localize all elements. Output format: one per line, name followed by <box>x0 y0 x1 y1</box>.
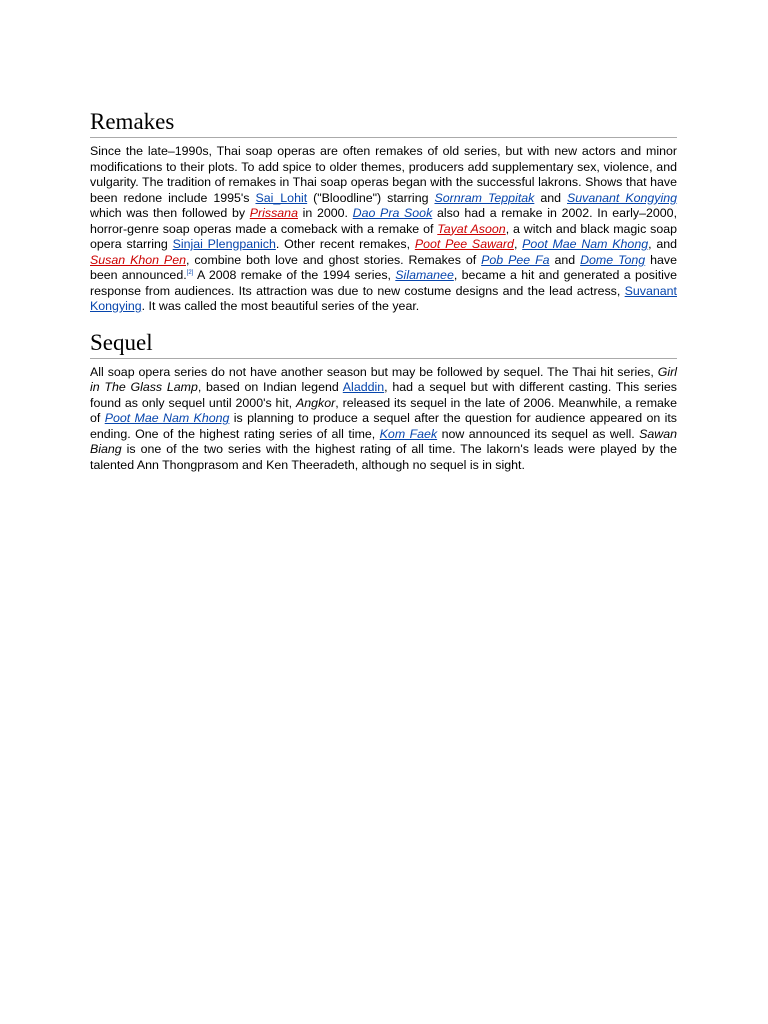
link-poot-mae-nam-khong-2[interactable]: Poot Mae Nam Khong <box>104 411 230 425</box>
text: , became a hit and generated a positive response from audiences. Its attraction was due to new costume designs and the lead actress, <box>90 268 677 298</box>
link-prissana[interactable]: Prissana <box>249 206 298 220</box>
text: , and <box>648 237 678 251</box>
text: and <box>534 190 568 205</box>
link-suvanant-kongying[interactable]: Suvanant Kongying <box>567 190 678 205</box>
text: is planning to produce a sequel after the question for audience appeared on its ending. One of the highest rating series of all time, <box>90 411 677 441</box>
text: ("Bloodline") starring <box>307 190 435 205</box>
link-sinjai-plengpanich[interactable]: Sinjai Plengpanich <box>172 237 276 251</box>
text: also had a remake in 2002. In early–2000, horror-genre soap operas made a comeback with a remake of <box>90 206 678 236</box>
text: , released its sequel in the late of 2006. Meanwhile, a remake of <box>90 395 677 425</box>
sequel-paragraph <box>90 365 677 474</box>
text: now announced its sequel as well. <box>437 426 640 441</box>
link-aladdin[interactable]: Aladdin <box>342 380 385 394</box>
text: , combine both love and ghost stories. Remakes of <box>185 252 482 267</box>
link-dao-pra-sook[interactable]: Dao Pra Sook <box>352 206 433 220</box>
link-silamanee[interactable]: Silamanee <box>395 268 454 282</box>
text: . It was called the most beautiful series of the year. <box>141 299 420 313</box>
link-poot-mae-nam-khong[interactable]: Poot Mae Nam Khong <box>522 237 649 251</box>
text: which was then followed by <box>90 206 250 220</box>
section-heading-remakes: Remakes <box>90 108 677 138</box>
link-sai-lohit[interactable]: Sai_Lohit <box>255 190 308 205</box>
text: Since the late–1990s, Thai soap operas are often remakes of old series, but with new actors and minor modifications to their plots. To add spice to older themes, producers add supplementary sex, violence, and vulgarity. The tradition of remakes in Thai soap operas began with the successful lakrons. Shows that have been redone include 1995's <box>90 144 677 205</box>
link-tayat-asoon[interactable]: Tayat Asoon <box>437 221 506 236</box>
title-girl-in-the-glass-lamp: Girl in The Glass Lamp <box>90 364 677 394</box>
title-angkor: Angkor <box>295 395 336 410</box>
citation-link[interactable]: [2] <box>186 269 194 276</box>
text: . Other recent remakes, <box>275 237 415 251</box>
text: and <box>549 252 581 267</box>
text: , had a sequel but with different casting. This series found as only sequel until 2000's hit, <box>90 380 677 410</box>
link-pob-pee-fa[interactable]: Pob Pee Fa <box>481 252 550 267</box>
link-suvanant-kongying-2[interactable]: Suvanant Kongying <box>90 283 677 313</box>
text: is one of the two series with the highest rating of all time. The lakorn's leads were played by the talented Ann Thongprasom and Ken Theeradeth, although no sequel is in sight. <box>90 442 677 472</box>
text: All soap opera series do not have another season but may be followed by sequel. The Thai hit series, <box>90 364 658 379</box>
link-kom-faek[interactable]: Kom Faek <box>379 426 438 441</box>
text: have been announced. <box>90 252 677 282</box>
remakes-paragraph <box>90 144 677 315</box>
text: , a witch and black magic soap opera starring <box>90 221 678 251</box>
title-sawan-biang: Sawan Biang <box>90 426 677 456</box>
text: in 2000. <box>297 206 353 220</box>
link-sornram-teppitak[interactable]: Sornram Teppitak <box>434 190 535 205</box>
link-dome-tong[interactable]: Dome Tong <box>580 252 646 267</box>
text: , <box>513 237 523 251</box>
article-content <box>90 108 677 473</box>
text: , based on Indian legend <box>197 380 343 394</box>
link-poot-pee-saward[interactable]: Poot Pee Saward <box>414 237 514 251</box>
text: A 2008 remake of the 1994 series, <box>193 268 396 282</box>
link-susan-khon-pen[interactable]: Susan Khon Pen <box>90 252 186 267</box>
section-heading-sequel: Sequel <box>90 329 677 359</box>
